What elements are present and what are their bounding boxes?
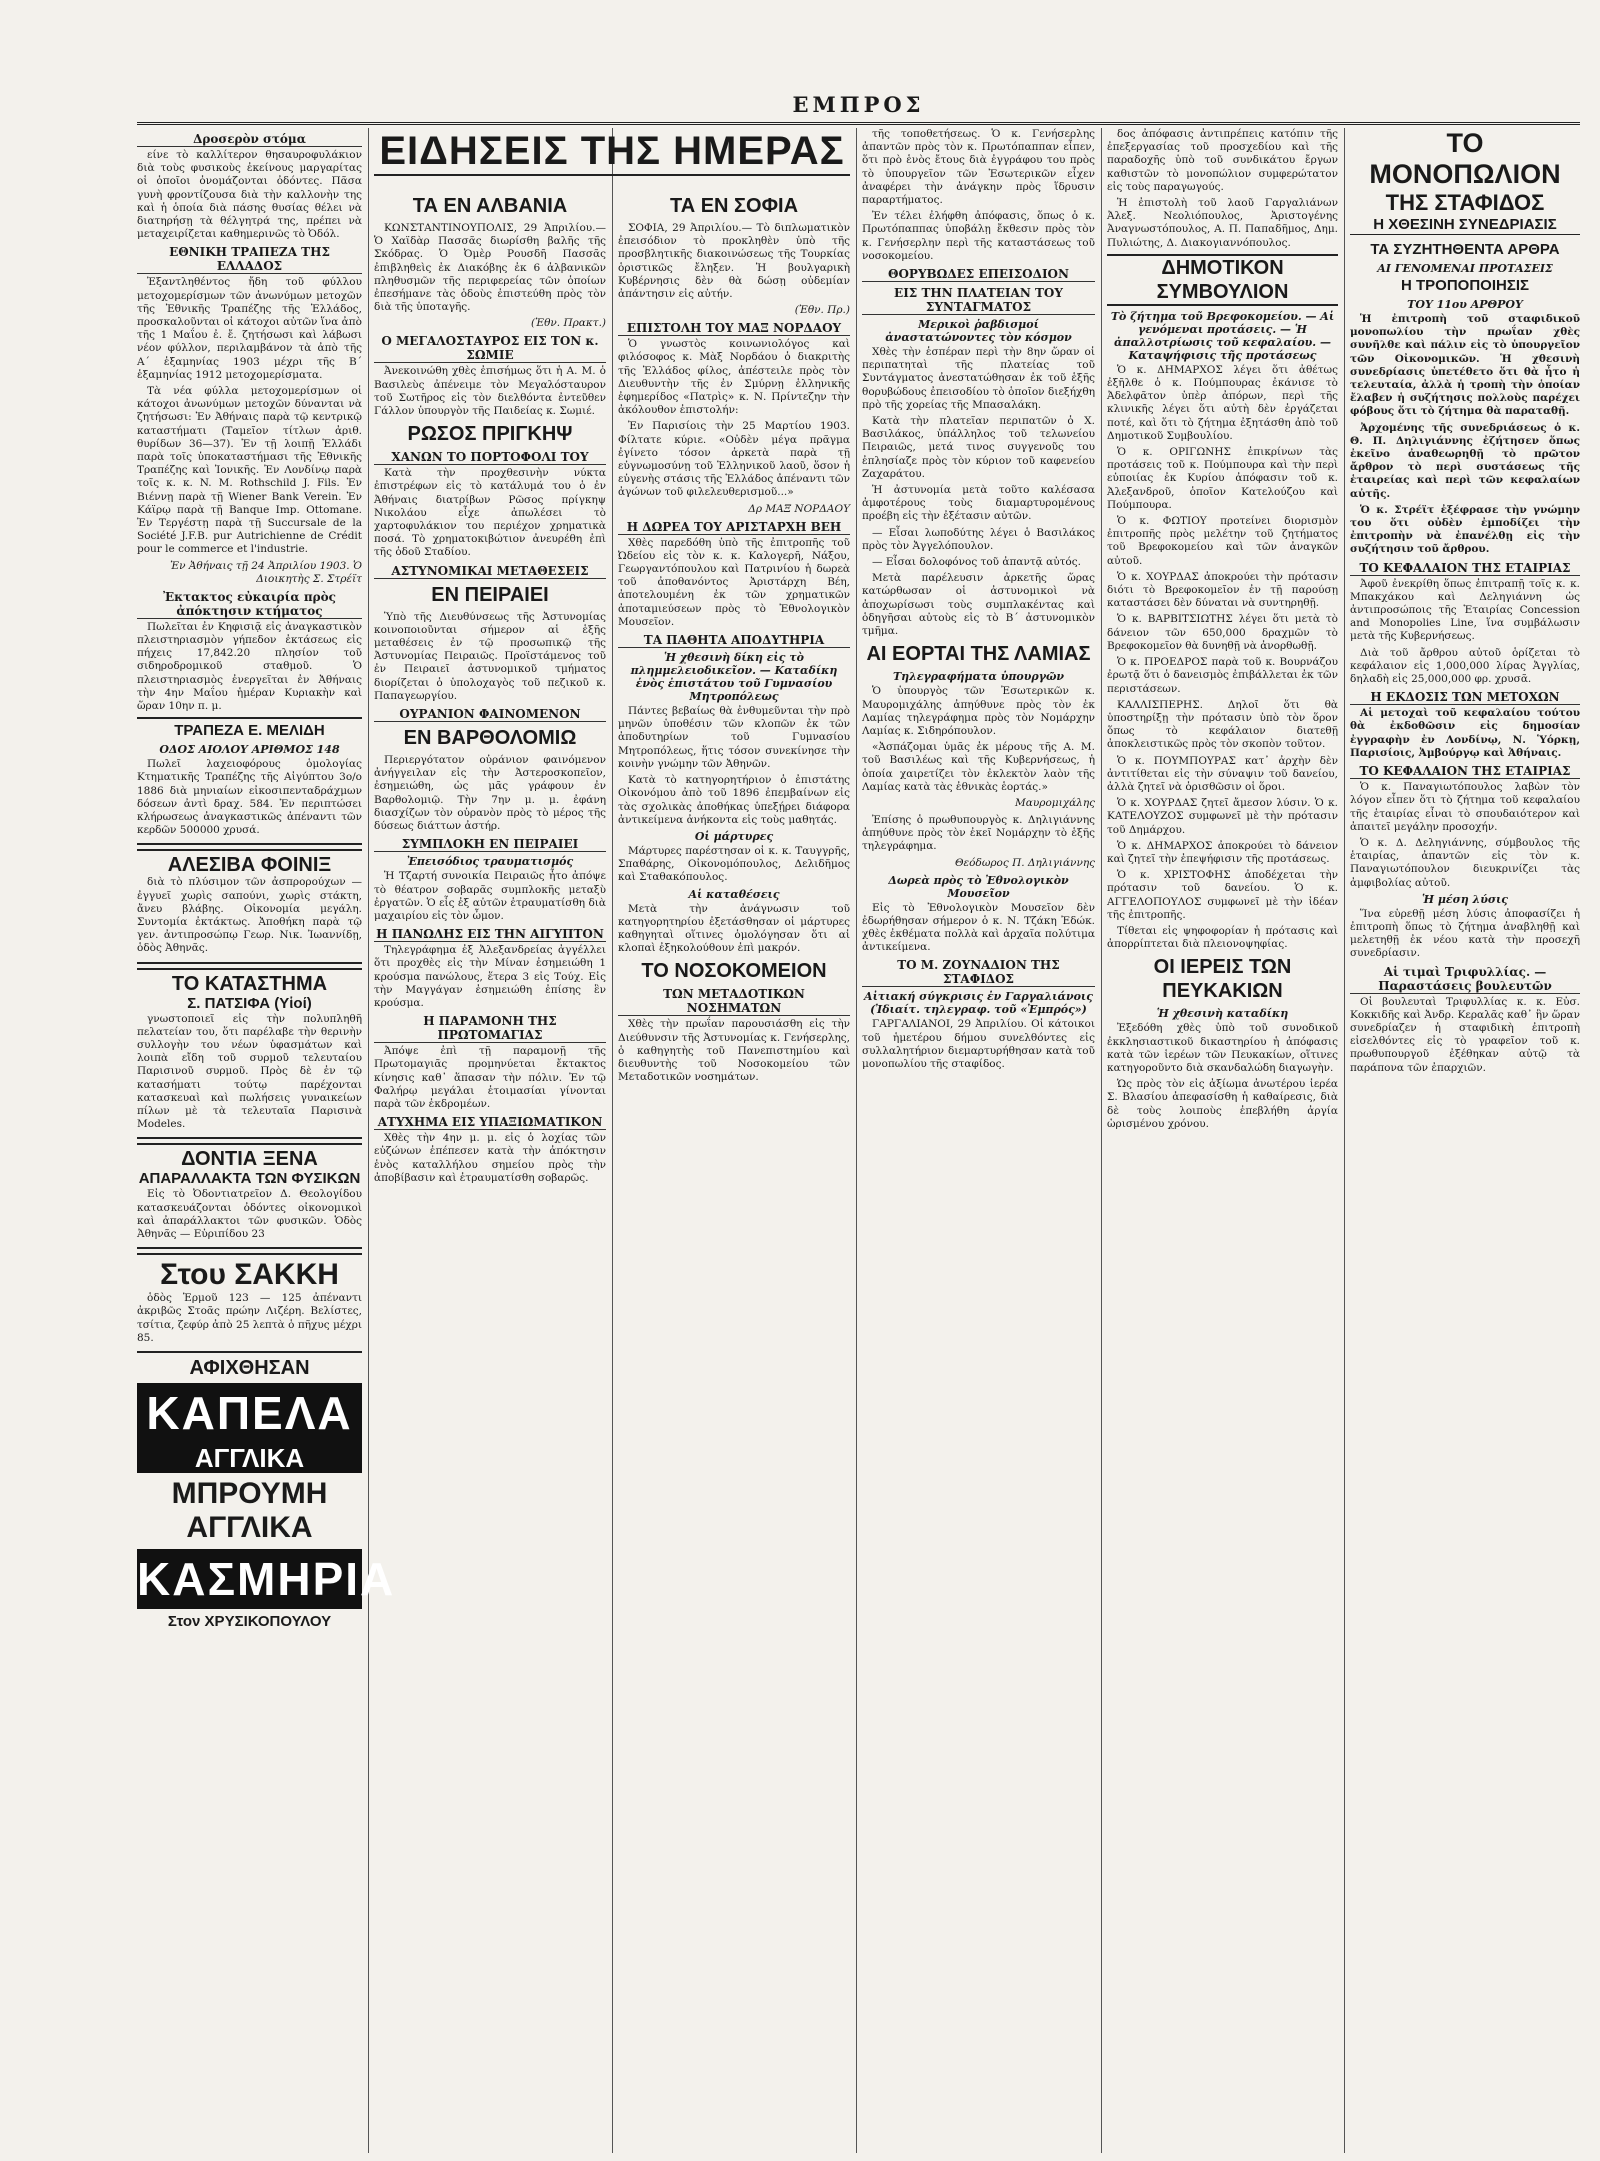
column-5 [1107,128,1338,2153]
masthead [137,92,1580,125]
article-heading: Η ΠΑΝΩΛΗΣ ΕΙΣ ΤΗΝ ΑΙΓΥΠΤΟΝ [374,927,606,942]
article-subheading: Δωρεὰ πρὸς τὸ Ἐθνολογικὸν Μουσεῖον [888,873,1069,900]
column-rule [1101,128,1102,2153]
article-text: — Εἶσαι δολοφόνος τοῦ ἀπαντᾷ αὐτός. [872,556,1081,569]
article-text: Ὁ κ. ΔΗΜΑΡΧΟΣ λέγει ὅτι ἀθέτως ἐξῆλθε ὁ κ. Πούμπουρας ἐκάνισε τὸ Ἀδελφᾶτον ὑπὲρ ἀπόρων, περὶ τῆς κλινικῆς λέγει ὅτι αὐτὴ δὲν ἐργάζεται ποτέ, καὶ ὅτι τὸ ζήτημα ἐξητάσθη ἀπὸ τοῦ Δημοτικοῦ Συμβουλίου. [1107,363,1338,442]
article-text: Τηλεγράφημα ἐξ Ἀλεξανδρείας ἀγγέλλει ὅτι προχθὲς εἰς τὴν Μίναν ἐσημειώθη 1 κρούσμα πανώλους, ἕτερα 3 εἰς Τούχ. Εἰς τὴν Μαγγάγαν ἐσημειώθη ἐπίσης ἓν κρούσμα. [374,944,606,1009]
article-subheading: ΕΙΣ ΤΗΝ ΠΛΑΤΕΙΑΝ ΤΟΥ ΣΥΝΤΑΓΜΑΤΟΣ [862,286,1095,315]
article-text: ΣΟΦΙΑ, 29 Ἀπριλίου.— Τὸ διπλωματικὸν ἐπεισόδιον τὸ προκληθὲν ὑπὸ τῆς προσβλητικῆς διακοινώσεως τῆς Τουρκίας ὁριστικῶς ἔληξεν. Ἡ βουλγαρικὴ Κυβέρνησις δὲν θὰ δώσῃ οὐδεμίαν ἀπάντησιν εἰς αὐτήν. [618,222,850,301]
article-text: Ἐν τέλει ἐλήφθη ἀπόφασις, ὅπως ὁ κ. Πρωτόπαππας ὑποβάλῃ ἔκθεσιν πρὸς τὸν κ. Γενήσερλην περὶ τῆς καταστάσεως τοῦ νοσοκομείου. [862,210,1095,262]
article-heading: Η ΠΑΡΑΜΟΝΗ ΤΗΣ ΠΡΩΤΟΜΑΓΙΑΣ [374,1014,606,1043]
article-text: Ἀπόψε ἐπὶ τῇ παραμονῇ τῆς Πρωτομαγιᾶς προμηνύεται ἔκτακτος κίνησις καθ᾽ ἅπασαν τὴν πόλιν. Ἐν τῷ Φαλήρῳ μεγάλαι ἑτοιμασίαι γίνονται παρὰ τῶν ἐκδρομέων. [374,1045,606,1110]
article-text: Κατὰ τὴν προχθεσινὴν νύκτα ἐπιστρέφων εἰς τὸ κατάλυμά του ὁ ἐν Ἀθήναις διατρίβων Ρῶσος πρίγκηψ Νικολάου εἶχε ἀπωλέσει τὸ χαρτοφυλάκιον του περιέχον χρηματικὰ ποσά. Τὸ χρηματοκιβώτιον ἀνευρέθη ἐπὶ τῆς ὁδοῦ Σταδίου. [374,467,606,559]
article-text: Χθὲς τὴν πρωΐαν παρουσιάσθη εἰς τὴν Διεύθυνσιν τῆς Ἀστυνομίας κ. Γενήσερλης, ὁ καθηγητὴς τοῦ Πανεπιστημίου καὶ διευθυντὴς τοῦ Νοσοκομείου τῶν Μεταδοτικῶν νοσημάτων. [618,1018,850,1084]
article-subheading: ΑΙ ΓΕΝΟΜΕΝΑΙ ΠΡΟΤΑΣΕΙΣ [1377,262,1553,275]
article-heading: ΣΥΜΠΛΟΚΗ ΕΝ ΠΕΙΡΑΙΕΙ [374,837,606,852]
article-heading: ΕΘΝΙΚΗ ΤΡΑΠΕΖΑ ΤΗΣ ΕΛΛΑΔΟΣ [137,245,362,274]
article-text: «Ἀσπάζομαι ὑμᾶς ἐκ μέρους τῆς Α. Μ. τοῦ Βασιλέως καὶ τῆς Κυβερνήσεως, ἡ ὁποία χαιρετίζει τὸν ἐκλεκτὸν λαὸν τῆς Λαμίας κατὰ τὰς ἐθνικὰς ἑορτάς.» [862,741,1095,793]
advert-title: ΤΟ ΚΑΤΑΣΤΗΜΑ [171,972,328,995]
article-heading: ΤΟ ΚΕΦΑΛΑΙΟΝ ΤΗΣ ΕΤΑΙΡΙΑΣ [1350,561,1580,576]
advert-title: ΑΓΓΛΙΚΑ [186,1511,313,1544]
article-heading: ΤΑ ΕΝ ΣΟΦΙΑ [669,195,799,217]
article-text: Ὁ κ. ΧΡΙΣΤΟΦΗΣ ἀποδέχεται τὴν πρότασιν τοῦ δανείου. Ὁ κ. ΑΓΓΕΛΟΠΟΥΛΟΣ συμφωνεῖ μὲ τὴν ἰδέαν τῆς ἐπιτροπῆς. [1107,869,1338,921]
article-text: Κατὰ τὸ κατηγορητήριον ὁ ἐπιστάτης Οἰκονόμου ἀπὸ τοῦ 1896 ἐπεμβαίνων εἰς τὰς σχολικὰς ἀποθήκας ὑπεξῄρει διάφορα ἀντικείμενα ἀνήκοντα εἰς τοὺς μαθητάς. [618,774,850,826]
column-4 [862,128,1095,2153]
article-text: Ὁ κ. Παναγιωτόπουλος λαβὼν τὸν λόγον εἶπεν ὅτι τὸ ζήτημα τοῦ κεφαλαίου τῆς ἑταιρίας εἶναι τὸ σπουδαιότερον καὶ ἀπαιτεῖ μεγάλην προσοχήν. [1350,781,1580,833]
article-text: Εἰς τὸ Ἐθνολογικὸν Μουσεῖον δὲν ἐδωρήθησαν σήμερον ὁ κ. Ν. Τζάκη Ἐδώκ. χθὲς ἐκθέματα πολλὰ καὶ ἀρχαῖα πολύτιμα ἀντικείμενα. [862,901,1095,954]
column-rule [368,128,369,2153]
article-heading: ΤΑ ΠΑΘΗΤΑ ΑΠΟΔΥΤΗΡΙΑ [618,633,850,648]
article-text: Ὁ κ. ΠΟΥΜΠΟΥΡΑΣ κατ᾽ ἀρχὴν δὲν ἀντιτίθεται εἰς τὴν σύναψιν τοῦ δανείου, ἀλλὰ ζητεῖ νὰ ὁρισθῶσιν οἱ ὅροι. [1107,754,1338,793]
article-text: ΚΩΝΣΤΑΝΤΙΝΟΥΠΟΛΙΣ, 29 Ἀπριλίου.— Ὁ Χαϊδὰρ Πασσᾶς διωρίσθη βαλῆς τῆς Σκόδρας. Ὁ Ὀμὲρ Ρουσδῆ Πασσᾶς ἐπιβληθεὶς ἐκ Διακόβης ἐκ 6 ἀλβανικῶν πληθυσμῶν τῆς περιφερείας τῶν ὁποίων ἐπεσήμανε τὰς ὁδοὺς ἐπιστεύθη πρὸς τὸν διὰ τῆς ὑποταγῆς. [374,222,606,314]
article-heading: ΤΗΣ ΣΤΑΦΙΔΟΣ [1385,190,1545,215]
article-text: Ἡ Τζαρτή συνοικία Πειραιῶς ἦτο ἀπόψε τὸ θέατρον σοβαρᾶς συμπλοκῆς μεταξὺ ἐργατῶν. Ὁ εἷς ἐξ αὐτῶν ἐτραυματίσθη διὰ μαχαιρίου εἰς τὸν ὦμον. [374,870,606,922]
article-text: Ὁ ὑπουργὸς τῶν Ἐσωτερικῶν κ. Μαυρομιχάλης ἀπηύθυνε πρὸς τὸν ἐκ Λαμίας τηλεγράφημα πρὸς τὸν Νομάρχην Λαμίας κ. Σιδηρόπουλον. [862,685,1095,737]
article-text: τῆς τοποθετήσεως. Ὁ κ. Γενήσερλης ἀπαντῶν πρὸς τὸν κ. Πρωτόπαππαν εἶπεν, ὅτι πρὸ ἑνὸς ἔτους διὰ ἐγγράφου του πρὸς τὸ ὑπουργεῖον τῶν Ἐσωτερικῶν εἶχεν ἀναφέρει τὴν ἀνάγκην πρὸς ἵδρυσιν παραρτήματος. [862,128,1095,207]
article-signature: (Ἐθν. Πρακτ.) [531,317,606,330]
article-heading: ΤΟ ΜΟΝΟΠΩΛΙΟΝ [1369,128,1561,189]
article-heading: ΡΩΣΟΣ ΠΡΙΓΚΗΨ [407,423,573,446]
article-text: Ὁ κ. ΒΑΡΒΙΤΣΙΩΤΗΣ λέγει ὅτι μετὰ τὸ δάνειον τῶν 650,000 δραχμῶν τὸ Βρεφοκομεῖον θὰ δυνηθῇ νὰ ἀνορθωθῇ. [1107,613,1338,652]
article-signature: Μαυρομιχάλης [1015,796,1095,809]
article-subheading: Οἱ μάρτυρες [694,829,774,843]
article-subheading: Η ΤΡΟΠΟΠΟΙΗΣΙΣ [1400,277,1529,294]
article-text: Οἱ βουλευταὶ Τριφυλλίας κ. κ. Εὐσ. Κοκκιδῆς καὶ Ἀνδρ. Κεραλᾶς καθ᾽ ἣν ὥραν συνεδρίαζεν ἡ σταφιδικὴ ἐπιτροπὴ εἰσελθόντες εἰς τὸ γραφεῖον τοῦ κ. πρωθυπουργοῦ ἐξέθηκαν αὐτῷ τὰ παράπονα τῶν ἐπαρχιῶν. [1350,995,1580,1074]
article-subheading: Τὸ ζήτημα τοῦ Βρεφοκομείου. — Αἱ γενόμεναι προτάσεις. — Ἡ ἀπαλλοτρίωσις τοῦ κεφαλαίου. — Καταψήφισις τῆς προτάσεως [1110,309,1335,362]
article-text: Ἀνεκοινώθη χθὲς ἐπισήμως ὅτι ἡ Α. Μ. ὁ Βασιλεὺς ἀπένειμε τὸν Μεγαλόσταυρον τοῦ Σωτῆρος εἰς τὸν διελθόντα ἐντεῦθεν Γάλλον ὑπουργὸν τῆς Παιδείας κ. Σωμιέ. [374,365,606,418]
article-subheading: ΧΑΝΩΝ ΤΟ ΠΟΡΤΟΦΟΛΙ ΤΟΥ [374,450,606,465]
article-text: Αἱ μετοχαὶ τοῦ κεφαλαίου τούτου θὰ ἐκδοθῶσιν εἰς δημοσίαν ἐγγραφὴν ἐν Λονδίνῳ, Ν. Ὑόρκῃ, Παρισίοις, Ἀμβούργῳ καὶ Ἀθήναις. [1350,707,1580,759]
page-headline: ΕΙΔΗΣΕΙΣ ΤΗΣ ΗΜΕΡΑΣ [374,128,850,176]
column-rule [856,128,857,2153]
advert-banner: ΚΑΣΜΗΡΙΑ [137,1549,362,1609]
article-text: Ἵνα εὑρεθῇ μέση λύσις ἀποφασίζει ἡ ἐπιτροπὴ ὅπως τὸ ζήτημα ἀναβληθῇ καὶ μελετηθῇ ἐκ νέου κατὰ τὴν προσεχῆ συνεδρίασιν. [1350,907,1580,960]
article-signature: Δρ ΜΑΞ ΝΟΡΔΑΟΥ [748,502,850,515]
article-subheading: ΕΝ ΒΑΡΘΟΛΟΜΙΩ [403,727,577,750]
advert-title: ΜΠΡΟΥΜΗ [171,1477,328,1510]
column-2 [374,190,606,2153]
article-text: ΚΑΛΛΙΣΠΕΡΗΣ. Δηλοῖ ὅτι θὰ ὑποστηρίξῃ τὴν πρότασιν ὑπὸ τὸν ὅρον ὅπως τὸ κεφάλαιον διατεθῇ ἀποκλειστικῶς πρὸς τὸν σκοπὸν τοῦτον. [1107,698,1338,751]
article-text: Ἡ ἐπιστολὴ τοῦ λαοῦ Γαργαλιάνων Ἀλεξ. Νεολιόπουλος, Ἀριστογένης Ἀναγνωστόπουλος, Α. Π. Παπαδῆμος, Δημ. Πυλιώτης, Δ. Διακογιαννόπουλος. [1107,197,1338,249]
article-subheading: Τηλεγραφήματα ὑπουργῶν [892,670,1065,684]
advert-text: ὁδὸς Ἑρμοῦ 123 — 125 ἀπέναντι ἀκριβῶς Στοᾶς πρώην Λιζέρη. Βελίστες, τσίτια, ζεφύρ ἀπὸ 25 λεπτὰ ὁ πῆχυς μέχρι 85. [137,1292,362,1344]
article-subheading: ΤΑ ΣΥΖΗΤΗΘΕΝΤΑ ΑΡΘΡΑ [1370,241,1560,258]
article-text: Ὁ κ. ΦΩΤΙΟΥ προτείνει διορισμὸν ἐπιτροπῆς πρὸς μελέτην τοῦ ζητήματος τοῦ Βρεφοκομείου καὶ τῶν ἀναγκῶν αὐτοῦ. [1107,515,1338,567]
article-text: είνε τὸ καλλίτερον θησαυροφυλάκιον διὰ τοὺς φυσικοὺς ἐκείνους μαργαρίτας οἱ ὁποῖοι ὀνομάζονται ὀδόντες. Πᾶσα γυνὴ φροντίζουσα διὰ τὴν καλλονὴν της καὶ ἡ ὁποία διὰ πάσης θυσίας θέλει νὰ διατηρήσῃ τὰ θέλγητρά της, πρέπει νὰ μεταχειρίζεται καθημερινῶς τὸ Ὀδόλ. [137,149,362,241]
advert-box [137,1143,362,1249]
article-subheading: ΕΝ ΠΕΙΡΑΙΕΙ [431,583,549,606]
advert-title: ΑΛΕΣΙΒΑ ΦΟΙΝΙΞ [167,854,332,877]
article-text: Μετὰ τὴν ἀνάγνωσιν τοῦ κατηγορητηρίου ἐξετάσθησαν οἱ μάρτυρες καθηγηταὶ οἵτινες ὁμολόγησαν ὅτι αἱ κλοπαὶ ἐξηκολούθουν ἐπὶ μακρόν. [618,902,850,955]
article-text: Ὑπὸ τῆς Διευθύνσεως τῆς Ἀστυνομίας κοινοποιοῦνται σήμερον αἱ ἑξῆς μεταθέσεις ἐν τῷ προσωπικῷ τῆς Ἀστυνομίας Πειραιῶς. Προϊστάμενος τοῦ ἐν Πειραιεῖ ἀστυνομικοῦ τμήματος διορίζεται ὁ ὑπολοχαγὸς τοῦ πεζικοῦ κ. Παπαγεωργίου. [374,610,606,702]
article-text: — Εἶσαι λωποδύτης λέγει ὁ Βασιλάκος πρὸς τὸν Ἀγγελόπουλον. [862,526,1095,552]
article-text: Χθὲς τὴν ἑσπέραν περὶ τὴν 8ην ὥραν οἱ περιπατηταὶ τῆς πλατείας τοῦ Συντάγματος ἀνεστατώθησαν ἐκ τοῦ ἑξῆς θορυβώδους ἐπεισοδίου τὸ ὁποῖον διεξήχθη πρὸ τῆς χορείας τῆς Μπασαλάκη. [862,346,1095,411]
article-subheading: ΤΟΥ 11ου ΑΡΘΡΟΥ [1407,298,1523,311]
article-subheading: Αἰτιακή σύγκρισις ἐν Γαργαλιάνοις (Ἰδιαίτ. τηλεγραφ. τοῦ «Ἐμπρός») [864,990,1093,1017]
article-text: Μάρτυρες παρέστησαν οἱ κ. κ. Ταυγγρῆς, Σπαθάρης, Οἰκονομόπουλος, Δελιδῆμος καὶ Σταθακόπουλος. [618,844,850,884]
advert-subtitle: Σ. ΠΑΤΣΙΦΑ (Υἱοί) [187,994,312,1012]
article-text: Περιεργότατον οὐράνιον φαινόμενον ἀνήγγειλαν εἰς τὴν Ἀστεροσκοπεῖον, ἐσημειώθη, ὡς μᾶς γράφουν ἐν Βαρθολομιῷ. Τὴν 7ην μ. μ. ἐφάνη διασχίζων τὸν οὐρανὸν πρὸς τὸ μέρος τῆς δύσεως διάττων ἀστήρ. [374,754,606,833]
advert-subtitle: ΟΔΟΣ ΑΙΟΛΟΥ ΑΡΙΘΜΟΣ 148 [159,743,340,757]
article-heading: ΑΤΥΧΗΜΑ ΕΙΣ ΥΠΑΞΙΩΜΑΤΙΚΟΝ [374,1115,606,1130]
advert-title: ΤΡΑΠΕΖΑ Ε. ΜΕΛΙΔΗ [174,722,325,740]
article-text: Τίθεται εἰς ψηφοφορίαν ἡ πρότασις καὶ ἀπορρίπτεται διὰ πλειονοψηφίας. [1107,924,1338,951]
article-heading: ΤΟ ΝΟΣΟΚΟΜΕΙΟΝ [641,960,827,983]
article-text: Ἀφοῦ ἐνεκρίθη ὅπως ἐπιτραπῇ τοῖς κ. κ. Μπακχάκου καὶ Δεληγιάννη ὡς ἀντιπροσώποις τῆς Ἑταιρίας Concession and Monopolies Line, ἵνα συμβάλωσιν μετὰ τῆς Κυβερνήσεως. [1350,577,1580,643]
article-text: Τὰ νέα φύλλα μετοχομερίσμων οἱ κάτοχοι ἀνωνύμων μετοχῶν δύνανται νὰ ζητήσωσι: Ἐν Ἀθήναις παρὰ τῷ κεντρικῷ καταστήματι (Ταμεῖον τίτλων ἀριθ. θυρίδων 36—37). Ἐν τῇ λοιπῇ Ἑλλάδι παρὰ τοῖς ὑποκαταστήμασι τῆς Ἐθνικῆς Τραπέζης καὶ Ἰονικῆς. Ἐν Λονδίνῳ παρὰ τοῖς κ. κ. N. M. Rothschild J. Fils. Ἐν Βιέννῃ παρὰ τῇ Wiener Bank Verein. Ἐν Κάϊρῳ παρὰ τῇ Banque Imp. Ottomane. Ἐν Τεργέστῃ παρὰ τῇ Succursale de la Société J.F.B. pur Autrichienne de Crédit pour le commerce et l'industrie. [137,385,362,556]
advert-text: διὰ τὸ πλύσιμον τῶν ἀσπρορούχων — ἐγγυεῖ χωρὶς σαπούνι, χωρὶς στάκτη, ἄνευ βλάβης. Οἰκονομία μεγάλη. Συντομία ἐκτάκτως. Ἀποθήκη παρὰ τῷ γεν. ἀντιπροσώπῳ Γεωρ. Νικ. Ἰωαννίδῃ, ὁδὸς Ἀθηνᾶς. [137,876,362,955]
column-3 [618,190,850,2153]
article-heading: ΑΙ ΕΟΡΤΑΙ ΤΗΣ ΛΑΜΙΑΣ [866,643,1091,666]
article-text: Ὁ κ. Δ. Δεληγιάννης, σύμβουλος τῆς ἑταιρίας, ἀπαντῶν εἰς τὸν κ. Παναγιωτόπουλον διευκρινίζει τὰς ἀμφιβολίας αὐτοῦ. [1350,836,1580,889]
article-text: Ὁ κ. ΠΡΟΕΔΡΟΣ παρὰ τοῦ κ. Βουρνάζου ἐρωτᾷ ὅτι ὁ δανεισμὸς ἐπιβάλλεται ἐκ τῶν περιστάσεων. [1107,656,1338,695]
article-heading: Δροσερὸν στόμα [137,132,362,147]
column-6 [1350,128,1580,2153]
article-text: Χθὲς παρεδόθη ὑπὸ τῆς ἐπιτροπῆς τοῦ Ὠδείου εἰς τὸν κ. κ. Καλογερῆ, Νάξου, Γεωργαντόπουλου καὶ Πατρινίου ἡ δωρεὰ τοῦ ἀποθανόντος Ἀριστάρχη Βέη, ἀποτελουμένη ἐκ τῶν χρηματικῶν ἀποταμιεύσεων πρὸς τὸ Ἐθνολογικὸν Μουσεῖον. [618,536,850,628]
article-signature: (Ἐθν. Πρ.) [794,304,850,317]
article-heading: ΤΟ ΚΕΦΑΛΑΙΟΝ ΤΗΣ ΕΤΑΙΡΙΑΣ [1350,764,1580,779]
article-text: Μετὰ παρέλευσιν ἀρκετῆς ὥρας κατώρθωσαν οἱ ἀστυνομικοὶ νὰ ἀποχωρίσωσι τοὺς συμπλακέντας καὶ ὁδηγῆσαι αὐτοὺς εἰς τὸ Β΄ ἀστυνομικὸν τμῆμα. [862,572,1095,638]
article-text: Διὰ τοῦ ἄρθρου αὐτοῦ ὁρίζεται τὸ κεφάλαιον εἰς 1,000,000 λίρας Ἀγγλίας, δηλαδὴ εἰς 25,000,000 φρ. χρυσᾶ. [1350,646,1580,686]
article-heading: ΘΟΡΥΒΩΔΕΣ ΕΠΕΙΣΟΔΙΟΝ [862,267,1095,282]
article-heading: ΤΟ Μ. ΖΟΥΝΑΔΙΟΝ ΤΗΣ ΣΤΑΦΙΔΟΣ [862,958,1095,987]
article-subheading: Αἱ καταθέσεις [688,887,780,901]
advert-title: Στου ΣΑΚΚΗ [160,1258,339,1292]
article-subheading: Η ΧΘΕΣΙΝΗ ΣΥΝΕΔΡΙΑΣΙΣ [1350,216,1580,235]
article-heading: ΔΗΜΟΤΙΚΟΝ ΣΥΜΒΟΥΛΙΟΝ [1107,254,1338,306]
article-subheading: Ἐπεισόδιος τραυματισμός [406,855,574,869]
article-text: δος ἀπόφασις ἀντιπρέπεις κατόπιν τῆς ἐπεξεργασίας τοῦ προσχεδίου καὶ τῆς παραδοχῆς ὑπὸ τοῦ συνδικάτου ἔργων καθιστῶν τὸ μονοπώλιον συμφερώτατον εἰς τοὺς παραγωγούς. [1107,128,1338,193]
article-subheading: ΤΩΝ ΜΕΤΑΔΟΤΙΚΩΝ ΝΟΣΗΜΑΤΩΝ [618,987,850,1016]
article-text: Ὁ κ. ΔΗΜΑΡΧΟΣ ἀποκρούει τὸ δάνειον καὶ ζητεῖ τὴν ἐπεψήφισιν τῆς προτάσεως. [1107,839,1338,865]
article-signature: Θεόδωρος Π. Δηλιγιάννης [954,856,1095,869]
advert-box [137,968,362,1140]
article-text: Κατὰ τὴν πλατεῖαν περιπατῶν ὁ Χ. Βασιλάκος, ὑπάλληλος τοῦ τελωνείου Πειραιῶς, μετά τινος συγγενοῦς του ἐπλησίαζε πρὸς τὸν κύριον τοῦ καφενείου Ζαχαράτου. [862,415,1095,480]
advert-text: γνωστοποιεῖ εἰς τὴν πολυπληθῆ πελατείαν του, ὅτι παρέλαβε τὴν θερινὴν συλλογὴν του νέων ὑφασμάτων καὶ λοιπὰ εἴδη τοῦ συρμοῦ τελευταίου Παρισινοῦ συρμοῦ. Πρὸς δὲ ἐν τῷ κατασήματι τούτῳ παρέχονται κατασκευαὶ καὶ πωλήσεις γυναικείων πίλων μὲ τὰ τελευταῖα Παρισινὰ Modeles. [137,1012,362,1131]
advert-banner: ΚΑΠΕΛΑ [137,1383,362,1443]
article-text: Ὁ κ. Στρέϊτ ἐξέφρασε τὴν γνώμην του ὅτι οὐδὲν ἐμποδίζει τὴν ἐπιτροπὴν νὰ ἐπανέλθῃ εἰς τὴν συζήτησιν τοῦ ἄρθρου. [1350,503,1580,556]
advert-text: Πωλεῖ λαχειοφόρους ὁμολογίας Κτηματικῆς Τραπέζης τῆς Αἰγύπτου 3ο/ο 1886 διὰ μηνιαίων εἰκοσιπενταδράχμων δόσεων ἀντὶ δραχ. 584. Ἐν περιπτώσει κλήρωσεως ἀναγκαστικῶς ἀπέναντι τῶν κερδῶν 500000 χρυσά. [137,758,362,837]
article-text: Ἐξεδόθη χθὲς ὑπὸ τοῦ συνοδικοῦ ἐκκλησιαστικοῦ δικαστηρίου ἡ ἀπόφασις κατὰ τῶν ἱερέων τῶν Πευκακίων, οἵτινες κατηγοροῦντο διὰ σκανδαλώδη διαγωγὴν. [1107,1022,1338,1074]
advert-subtitle: ΑΠΑΡΑΛΛΑΚΤΑ ΤΩΝ ΦΥΣΙΚΩΝ [138,1170,361,1188]
article-heading: Η ΔΩΡΕΑ ΤΟΥ ΑΡΙΣΤΑΡΧΗ ΒΕΗ [618,520,850,535]
advert-box [137,717,362,845]
article-text: Χθὲς τὴν 4ην μ. μ. εἰς ὁ λοχίας τῶν εὐζώνων ἐπέπεσεν κατὰ τὴν ἀπόκτησιν ἑνὸς καταλλήλου σημείου πρὸς τὴν ἀποβίβασιν καὶ ἐτραυματίσθη σοβαρῶς. [374,1132,606,1184]
article-text: Ἡ ἐπιτροπὴ τοῦ σταφιδικοῦ μονοπωλίου τὴν πρωΐαν χθὲς συνῆλθε καὶ πάλιν εἰς τὸ ὑπουργεῖον τῶν Οἰκονομικῶν. Ἡ χθεσινὴ συνεδρίασις ὑπετέθετο ὅτι θὰ ἦτο ἡ τελευταία, ἀλλὰ ἡ τροπὴ τὴν ὁποίαν ἔλαβεν ἡ συζήτησις πολλοὺς παρέχει φόβους ὅτι τὸ ζήτημα θὰ παραταθῇ. [1350,313,1580,418]
article-text: ΓΑΡΓΑΛΙΑΝΟΙ, 29 Ἀπριλίου. Οἱ κάτοικοι τοῦ ἡμετέρου δήμου συνελθόντες εἰς συλλαλητήριον διεμαρτυρήθησαν κατὰ τοῦ μονοπωλίου τῆς σταφίδος. [862,1018,1095,1070]
article-subheading: Ἡ μέση λύσις [1421,892,1509,906]
advert-text: Εἰς τὸ Ὀδοντιατρεῖον Δ. Θεολογίδου κατασκευάζονται ὀδόντες οἰκονομικοὶ καὶ ἀπαράλλακτοι τῶν φυσικῶν. Ὁδὸς Ἀθηνᾶς — Εὐριπίδου 23 [137,1188,362,1240]
advert-box [137,1253,362,1353]
article-text: Ἀρχομένης τῆς συνεδριάσεως ὁ κ. Θ. Π. Δηλιγιάννης ἐζήτησεν ὅπως ἐκεῖνο ἀναθεωρηθῇ τὸ πρῶτον ἄρθρον τὸ περὶ συστάσεως τῆς ἑταιρείας καὶ περὶ τῶν κεφαλαίων αὐτῆς. [1350,421,1580,500]
advert-banner: ΑΓΓΛΙΚΑ [137,1443,362,1473]
article-text: Ἐξαντληθέντος ἤδη τοῦ φύλλου μετοχομερίσμων τῶν ἀνωνύμων μετοχῶν τῆς Ἐθνικῆς Τραπέζης τῆς Ἑλλάδος, προσκαλοῦνται οἱ κάτοχοι αὐτῶν ἵνα ἀπὸ τῆς 1 Μαΐου ἐ. ἔ. ζητήσωσι καὶ λάβωσι νέον φύλλον, περιλαμβάνον τὰ ἀπὸ τῆς Α΄ ἑξαμηνίας 1903 μέχρι τῆς Β΄ ἑξαμηνίας 1912 μετοχομερίσματα. [137,276,362,381]
article-text: Ἡ ἀστυνομία μετὰ τοῦτο καλέσασα ἀμφοτέρους τοὺς διαμαρτυρομένους προέβη εἰς τὴν ἐξέτασιν αὐτῶν. [862,484,1095,523]
article-text: Πάντες βεβαίως θὰ ἐνθυμεῦνται τὴν πρὸ μηνῶν ὑποθέσιν τῶν κλοπῶν ἐκ τῶν ἀποδυτηρίων τοῦ Γυμνασίου Μητροπόλεως, ἥτις τόσον συνεκίνησε τὴν κοινὴν γνώμην τῶν Ἀθηνῶν. [618,705,850,770]
advert-title: ΑΦΙΧΘΗΣΑΝ [189,1357,310,1379]
article-heading: Ο ΜΕΓΑΛΟΣΤΑΥΡΟΣ ΕΙΣ ΤΟΝ κ. ΣΩΜΙΕ [374,334,606,363]
article-text: Ὁ γνωστὸς κοινωνιολόγος καὶ φιλόσοφος κ. Μὰξ Νορδάου ὁ διακριτὴς τῆς Ἑλλάδος φίλος, ἀπέστειλε πρὸς τὸν Διευθυντὴν τῆς ἐν Σμύρνῃ ἑλληνικῆς ἐφημερίδος «Πατρὶς» κ. Ν. Πρίντεζην τὴν ἀκόλουθον ἐπιστολήν: [618,338,850,417]
column-rule [612,128,613,2153]
article-heading: Αἱ τιμαὶ Τριφυλλίας. — Παραστάσεις βουλευτῶν [1350,965,1580,994]
article-text: Ἐν Παρισίοις τὴν 25 Μαρτίου 1903. Φίλτατε κύριε. «Οὐδὲν μέγα πρᾶγμα ἐγίνετο τόσον ἀρκετὰ παρὰ τῇ εὐγνωμοσύνῃ τοῦ Ἑλληνικοῦ λαοῦ, ὅσον ἡ εὐγενὴς στάσις τῆς Ἑλλάδος ἀπέναντι τῶν ἀγώνων τοῦ φιλελευθερισμοῦ...» [618,420,850,499]
article-heading: ΑΣΤΥΝΟΜΙΚΑΙ ΜΕΤΑΘΕΣΕΙΣ [374,564,606,579]
article-text: Ὁ κ. ΧΟΥΡΔΑΣ ἀποκρούει τὴν πρότασιν διότι τὸ Βρεφοκομεῖον ἐν τῇ παρούσῃ καταστάσει δὲν δύναται νὰ συντηρηθῇ. [1107,570,1338,610]
masthead-title: ΕΜΠΡΟΣ [792,92,925,117]
column-1 [137,128,396,2153]
advert-text: Πωλεῖται ἐν Κηφισιᾷ εἰς ἀναγκαστικὸν πλειστηριασμὸν γήπεδον ἐκτάσεως εἰς πήχεις 17,842.20 πλησίον τοῦ σιδηροδρομικοῦ σταθμοῦ. Ὁ πλειστηριασμὸς ἐνεργεῖται ἐν Ἀθήναις τὴν 4ην Μαΐου ἡμέραν Κυριακὴν καὶ ὥραν 10ην π. μ. [137,620,362,712]
article-text: Ὁ κ. ΧΟΥΡΔΑΣ ζητεῖ ἄμεσον λύσιν. Ὁ κ. ΚΑΤΕΛΟΥΖΟΣ συμφωνεῖ μὲ τὴν πρότασιν τοῦ Δημάρχου. [1107,797,1338,836]
advert-footer: Στον ΧΡΥΣΙΚΟΠΟΥΛΟΥ [167,1613,332,1630]
article-heading: Η ΕΚΔΟΣΙΣ ΤΩΝ ΜΕΤΟΧΩΝ [1350,690,1580,705]
headline-band [374,128,850,188]
article-heading: ΟΙ ΙΕΡΕΙΣ ΤΩΝ ΠΕΥΚΑΚΙΩΝ [1153,956,1292,1003]
column-rule [1344,128,1345,2153]
article-text: Ὁ κ. ΟΡΙΓΩΝΗΣ ἐπικρίνων τὰς προτάσεις τοῦ κ. Πούμπουρα καὶ τὴν περὶ εὐποιίας ἐκ Κυρίου ἀπόφασιν τοῦ κ. Ἀλεξανδροῦ, ὁποῖον Κατελούζου καὶ Πούμπουρα. [1107,446,1338,511]
article-heading: ΤΑ ΕΝ ΑΛΒΑΝΙΑ [412,195,568,217]
article-heading: ΟΥΡΑΝΙΟΝ ΦΑΙΝΟΜΕΝΟΝ [374,707,606,722]
article-subheading: Ἡ χθεσινὴ καταδίκη [1156,1007,1289,1021]
advert-heading: Ἐκτακτος εὐκαιρία πρὸς ἀπόκτησιν κτήματος [137,590,362,619]
article-heading: ΕΠΙΣΤΟΛΗ ΤΟΥ ΜΑΞ ΝΟΡΔΑΟΥ [618,321,850,336]
advert-box [137,849,362,963]
advert-title: ΔΟΝΤΙΑ ΞΕΝΑ [181,1148,318,1171]
article-text: Ὡς πρὸς τὸν εἰς ἀξίωμα ἀνωτέρου ἱερέα Σ. Βλασίου ἀπεφασίσθη ἡ καθαίρεσις, διὰ δὲ τοὺς λοιποὺς ἐπεβλήθη ἀργία ὡρισμένου χρόνου. [1107,1078,1338,1130]
article-signature: Ἐν Ἀθήναις τῇ 24 Ἀπριλίου 1903. Ὁ Διοικητὴς Σ. Στρέϊτ [170,559,362,585]
article-subheading: Ἡ χθεσινὴ δίκη εἰς τὸ πλημμελειοδικεῖον. — Καταδίκη ἑνὸς ἐπιστάτου τοῦ Γυμνασίου Μητροπόλεως [630,651,838,704]
article-text: Ἐπίσης ὁ πρωθυπουργὸς κ. Δηλιγιάννης ἀπηύθυνε πρὸς τὸν ἐκεῖ Νομάρχην τὸ ἑξῆς τηλεγράφημα. [862,813,1095,853]
article-subheading: Μερικοὶ ῥαβδισμοί ἀναστατώνοντες τὸν κόσμον [885,318,1072,345]
